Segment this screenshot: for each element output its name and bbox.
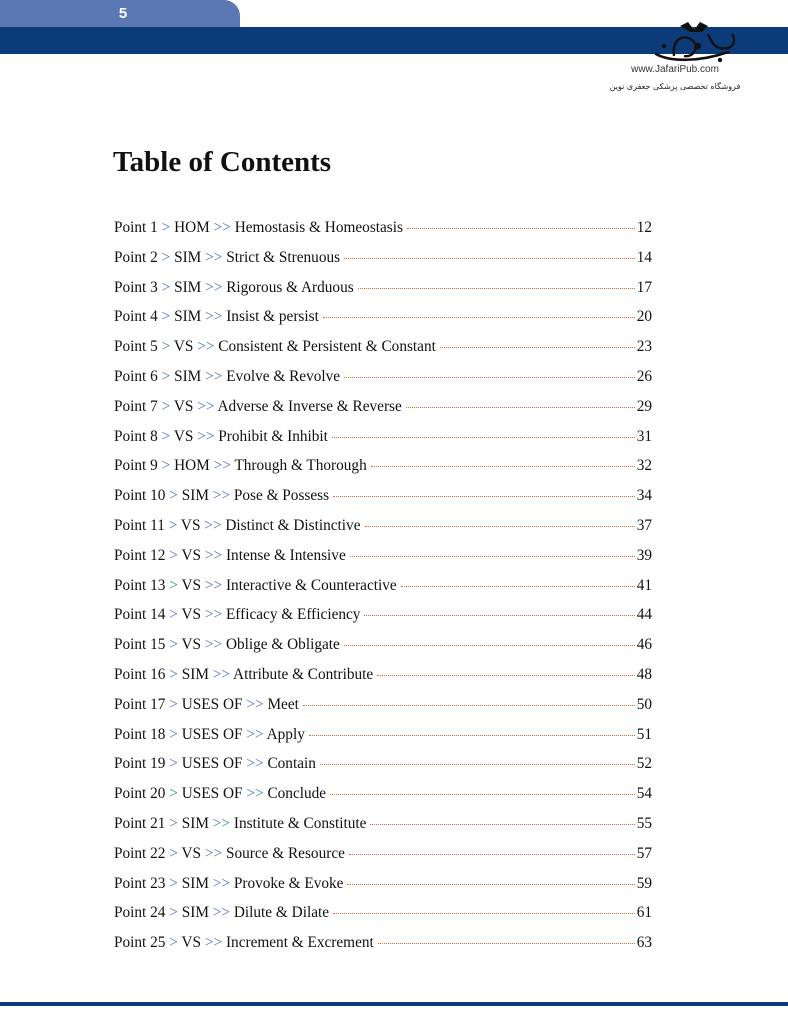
toc-dot-leader bbox=[320, 764, 635, 765]
toc-category: USES OF bbox=[181, 755, 243, 773]
toc-topic: Apply bbox=[266, 725, 305, 743]
toc-point: Point 15 bbox=[114, 636, 166, 654]
toc-entry[interactable] bbox=[114, 690, 652, 720]
table-of-contents bbox=[114, 213, 652, 958]
toc-entry[interactable] bbox=[114, 362, 652, 392]
toc-category: SIM bbox=[181, 814, 209, 832]
toc-point: Point 20 bbox=[114, 785, 166, 803]
toc-entry[interactable] bbox=[114, 898, 652, 928]
toc-page-number: 48 bbox=[636, 665, 652, 683]
toc-page-number: 32 bbox=[636, 457, 652, 475]
toc-entry-label bbox=[114, 600, 360, 630]
toc-separator: > bbox=[161, 219, 171, 236]
toc-category: VS bbox=[181, 546, 202, 564]
toc-entry[interactable] bbox=[114, 392, 652, 422]
toc-separator: >> bbox=[205, 248, 223, 266]
toc-category: USES OF bbox=[181, 725, 243, 743]
toc-entry-label bbox=[114, 571, 397, 601]
toc-point: Point 10 bbox=[114, 487, 166, 505]
toc-entry-label bbox=[114, 839, 345, 869]
toc-separator: >> bbox=[246, 755, 264, 773]
toc-dot-leader bbox=[344, 377, 635, 378]
toc-entry-label bbox=[114, 779, 326, 809]
toc-separator: > bbox=[169, 487, 178, 505]
toc-dot-leader bbox=[407, 228, 635, 229]
toc-entry-label bbox=[114, 332, 436, 362]
toc-topic: Oblige & Obligate bbox=[225, 636, 340, 654]
toc-entry[interactable] bbox=[114, 332, 652, 362]
brand-url: www.JafariPub.com bbox=[631, 64, 719, 75]
toc-entry[interactable] bbox=[114, 422, 652, 452]
brand-tagline: فروشگاه تخصصی پزشکی جعفری نوین bbox=[609, 82, 741, 91]
toc-entry[interactable] bbox=[114, 720, 652, 750]
toc-separator: >> bbox=[246, 695, 264, 713]
toc-category: HOM bbox=[174, 219, 210, 236]
toc-page-number: 63 bbox=[636, 934, 652, 952]
toc-topic: Rigorous & Arduous bbox=[226, 278, 354, 296]
toc-topic: Insist & persist bbox=[226, 308, 319, 326]
toc-topic: Intense & Intensive bbox=[225, 546, 346, 564]
toc-separator: > bbox=[169, 785, 178, 803]
toc-topic: Distinct & Distinctive bbox=[225, 516, 361, 534]
toc-separator: >> bbox=[204, 576, 223, 594]
toc-point: Point 18 bbox=[114, 725, 166, 743]
toc-topic: Prohibit & Inhibit bbox=[218, 427, 328, 445]
toc-category: VS bbox=[173, 338, 194, 356]
toc-dot-leader bbox=[332, 437, 635, 438]
toc-separator: > bbox=[161, 278, 171, 296]
toc-entry[interactable] bbox=[114, 302, 652, 332]
toc-separator: >> bbox=[204, 546, 223, 564]
toc-entry-label bbox=[114, 809, 366, 839]
toc-entry-label bbox=[114, 690, 299, 720]
toc-entry-label bbox=[114, 451, 367, 481]
toc-point: Point 7 bbox=[114, 397, 158, 415]
toc-point: Point 21 bbox=[114, 814, 166, 832]
toc-entry[interactable] bbox=[114, 869, 652, 899]
toc-dot-leader bbox=[358, 288, 635, 289]
toc-separator: > bbox=[161, 367, 171, 385]
toc-category: SIM bbox=[181, 904, 209, 922]
toc-category: SIM bbox=[181, 665, 209, 683]
toc-point: Point 25 bbox=[114, 934, 166, 952]
toc-point: Point 1 bbox=[114, 219, 158, 236]
toc-topic: Source & Resource bbox=[225, 844, 345, 862]
toc-category: SIM bbox=[174, 248, 202, 266]
toc-separator: >> bbox=[197, 427, 215, 445]
toc-dot-leader bbox=[401, 586, 635, 587]
toc-page-number: 14 bbox=[636, 248, 652, 266]
toc-page-number: 39 bbox=[636, 546, 652, 564]
toc-entry[interactable] bbox=[114, 749, 652, 779]
toc-entry[interactable] bbox=[114, 243, 652, 273]
toc-page-number: 37 bbox=[636, 516, 652, 534]
toc-dot-leader bbox=[347, 884, 634, 885]
toc-point: Point 12 bbox=[114, 546, 166, 564]
toc-entry[interactable] bbox=[114, 571, 652, 601]
jafari-pub-logo-icon bbox=[650, 16, 744, 68]
toc-page-number: 29 bbox=[636, 397, 652, 415]
toc-topic: Consistent & Persistent & Constant bbox=[218, 338, 436, 356]
toc-page-number: 61 bbox=[636, 904, 652, 922]
toc-entry-label bbox=[114, 869, 343, 899]
toc-separator: >> bbox=[205, 308, 223, 326]
toc-topic: Efficacy & Efficiency bbox=[225, 606, 361, 624]
toc-dot-leader bbox=[333, 496, 635, 497]
toc-page-number: 12 bbox=[636, 219, 652, 236]
toc-dot-leader bbox=[350, 556, 635, 557]
toc-dot-leader bbox=[344, 645, 635, 646]
page-number-tab bbox=[0, 0, 240, 30]
toc-separator: > bbox=[161, 338, 171, 356]
toc-topic: Strict & Strenuous bbox=[226, 248, 341, 266]
toc-point: Point 11 bbox=[114, 516, 165, 534]
toc-dot-leader bbox=[378, 943, 635, 944]
toc-category: VS bbox=[181, 844, 202, 862]
toc-separator: > bbox=[168, 516, 178, 534]
toc-point: Point 2 bbox=[114, 248, 158, 266]
toc-point: Point 6 bbox=[114, 367, 158, 385]
toc-entry-label bbox=[114, 749, 316, 779]
toc-dot-leader bbox=[303, 705, 635, 706]
toc-separator: > bbox=[169, 904, 178, 922]
toc-separator: > bbox=[169, 576, 178, 594]
toc-point: Point 3 bbox=[114, 278, 158, 296]
toc-topic: Pose & Possess bbox=[233, 487, 330, 505]
toc-entry[interactable] bbox=[114, 451, 652, 481]
toc-entry[interactable] bbox=[114, 779, 652, 809]
toc-entry-label bbox=[114, 660, 373, 690]
toc-dot-leader bbox=[371, 466, 635, 467]
toc-topic: Institute & Constitute bbox=[233, 814, 367, 832]
toc-dot-leader bbox=[406, 407, 635, 408]
toc-page-number: 46 bbox=[636, 636, 652, 654]
toc-separator: >> bbox=[212, 665, 231, 683]
toc-dot-leader bbox=[333, 913, 635, 914]
toc-separator: >> bbox=[204, 636, 223, 654]
toc-entry-label bbox=[114, 273, 354, 303]
toc-point: Point 5 bbox=[114, 338, 158, 356]
toc-entry-label bbox=[114, 511, 361, 541]
toc-topic: Evolve & Revolve bbox=[226, 367, 341, 385]
toc-entry[interactable] bbox=[114, 809, 652, 839]
toc-entry-label bbox=[114, 630, 340, 660]
toc-topic: Provoke & Evoke bbox=[233, 874, 344, 892]
toc-entry-label bbox=[114, 243, 340, 273]
toc-category: USES OF bbox=[181, 785, 243, 803]
toc-entry-label bbox=[114, 302, 319, 332]
toc-separator: > bbox=[169, 844, 178, 862]
toc-category: SIM bbox=[174, 367, 202, 385]
toc-topic: Conclude bbox=[267, 785, 327, 803]
toc-separator: > bbox=[169, 814, 178, 832]
toc-point: Point 13 bbox=[114, 576, 166, 594]
footer-line bbox=[0, 1002, 788, 1006]
toc-separator: >> bbox=[212, 814, 231, 832]
toc-entry[interactable] bbox=[114, 660, 652, 690]
toc-page-number: 34 bbox=[636, 487, 652, 505]
toc-dot-leader bbox=[330, 794, 635, 795]
toc-separator: >> bbox=[212, 904, 231, 922]
toc-separator: > bbox=[161, 397, 171, 415]
toc-separator: >> bbox=[212, 487, 231, 505]
page-title: Table of Contents bbox=[113, 146, 332, 178]
toc-separator: > bbox=[169, 546, 178, 564]
toc-topic: Adverse & Inverse & Reverse bbox=[217, 397, 402, 415]
toc-entry-label bbox=[114, 541, 346, 571]
toc-dot-leader bbox=[440, 347, 635, 348]
toc-separator: >> bbox=[246, 725, 264, 743]
toc-separator: > bbox=[169, 636, 178, 654]
toc-topic: Interactive & Counteractive bbox=[225, 576, 397, 594]
toc-topic: Through & Thorough bbox=[234, 457, 367, 475]
toc-entry-label bbox=[114, 422, 328, 452]
toc-entry-label bbox=[114, 928, 374, 958]
toc-dot-leader bbox=[365, 526, 635, 527]
toc-entry[interactable] bbox=[114, 511, 652, 541]
toc-category: VS bbox=[180, 516, 201, 534]
toc-page-number: 57 bbox=[636, 844, 652, 862]
toc-page-number: 51 bbox=[636, 725, 652, 743]
toc-category: SIM bbox=[174, 308, 202, 326]
toc-separator: >> bbox=[197, 338, 215, 356]
toc-dot-leader bbox=[349, 854, 635, 855]
toc-separator: >> bbox=[204, 516, 222, 534]
toc-point: Point 16 bbox=[114, 665, 166, 683]
toc-page-number: 26 bbox=[636, 367, 652, 385]
toc-separator: > bbox=[161, 427, 171, 445]
toc-topic: Contain bbox=[267, 755, 316, 773]
toc-separator: > bbox=[161, 248, 171, 266]
toc-separator: >> bbox=[204, 844, 223, 862]
toc-separator: > bbox=[169, 874, 178, 892]
toc-category: VS bbox=[173, 397, 194, 415]
toc-page-number: 23 bbox=[636, 338, 652, 356]
toc-topic: Hemostasis & Homeostasis bbox=[234, 219, 403, 236]
toc-entry-label bbox=[114, 392, 402, 422]
toc-point: Point 4 bbox=[114, 308, 158, 326]
toc-separator: >> bbox=[205, 367, 223, 385]
toc-category: SIM bbox=[181, 487, 209, 505]
toc-separator: >> bbox=[246, 785, 264, 803]
toc-entry-label bbox=[114, 898, 329, 928]
toc-entry[interactable] bbox=[114, 213, 652, 243]
toc-page-number: 20 bbox=[636, 308, 652, 326]
toc-topic: Attribute & Contribute bbox=[233, 665, 374, 683]
toc-separator: > bbox=[169, 725, 178, 743]
toc-page-number: 55 bbox=[636, 814, 652, 832]
toc-dot-leader bbox=[370, 824, 634, 825]
toc-separator: >> bbox=[213, 457, 231, 475]
toc-dot-leader bbox=[344, 258, 635, 259]
toc-category: SIM bbox=[174, 278, 202, 296]
toc-entry-label bbox=[114, 362, 340, 392]
toc-category: HOM bbox=[174, 457, 210, 475]
toc-dot-leader bbox=[377, 675, 634, 676]
toc-entry[interactable] bbox=[114, 600, 652, 630]
toc-page-number: 41 bbox=[636, 576, 652, 594]
page-number: 5 bbox=[118, 5, 128, 22]
toc-category: VS bbox=[173, 427, 194, 445]
toc-separator: >> bbox=[204, 934, 223, 952]
toc-separator: >> bbox=[205, 278, 223, 296]
toc-point: Point 24 bbox=[114, 904, 166, 922]
toc-point: Point 17 bbox=[114, 695, 166, 713]
toc-page-number: 44 bbox=[636, 606, 652, 624]
toc-entry[interactable] bbox=[114, 839, 652, 869]
toc-entry[interactable] bbox=[114, 928, 652, 958]
toc-point: Point 19 bbox=[114, 755, 166, 773]
toc-entry[interactable] bbox=[114, 273, 652, 303]
toc-dot-leader bbox=[323, 317, 635, 318]
toc-page-number: 31 bbox=[636, 427, 652, 445]
toc-category: SIM bbox=[181, 874, 209, 892]
toc-entry[interactable] bbox=[114, 541, 652, 571]
toc-topic: Meet bbox=[267, 695, 299, 713]
toc-topic: Increment & Excrement bbox=[225, 934, 374, 952]
toc-separator: > bbox=[169, 934, 178, 952]
toc-page-number: 59 bbox=[636, 874, 652, 892]
toc-point: Point 14 bbox=[114, 606, 166, 624]
toc-entry[interactable] bbox=[114, 630, 652, 660]
toc-page-number: 52 bbox=[636, 755, 652, 773]
toc-separator: > bbox=[169, 755, 178, 773]
toc-topic: Dilute & Dilate bbox=[233, 904, 330, 922]
toc-category: VS bbox=[181, 636, 202, 654]
publisher-brand bbox=[588, 12, 788, 102]
toc-separator: >> bbox=[212, 874, 231, 892]
toc-separator: >> bbox=[213, 219, 231, 236]
toc-entry-label bbox=[114, 213, 403, 243]
toc-point: Point 8 bbox=[114, 427, 158, 445]
toc-category: USES OF bbox=[181, 695, 243, 713]
toc-dot-leader bbox=[364, 615, 634, 616]
toc-entry-label bbox=[114, 720, 305, 750]
toc-separator: > bbox=[161, 308, 171, 326]
toc-page-number: 54 bbox=[636, 785, 652, 803]
toc-separator: >> bbox=[204, 606, 223, 624]
toc-category: VS bbox=[181, 606, 202, 624]
toc-point: Point 23 bbox=[114, 874, 166, 892]
toc-point: Point 22 bbox=[114, 844, 166, 862]
toc-dot-leader bbox=[309, 735, 635, 736]
toc-page-number: 17 bbox=[636, 278, 652, 296]
toc-separator: >> bbox=[197, 397, 215, 415]
toc-separator: > bbox=[161, 457, 171, 475]
toc-page-number: 50 bbox=[636, 695, 652, 713]
toc-point: Point 9 bbox=[114, 457, 158, 475]
toc-separator: > bbox=[169, 665, 178, 683]
toc-category: VS bbox=[181, 934, 202, 952]
toc-entry[interactable] bbox=[114, 481, 652, 511]
toc-separator: > bbox=[169, 606, 178, 624]
toc-entry-label bbox=[114, 481, 329, 511]
toc-separator: > bbox=[169, 695, 178, 713]
toc-category: VS bbox=[181, 576, 202, 594]
